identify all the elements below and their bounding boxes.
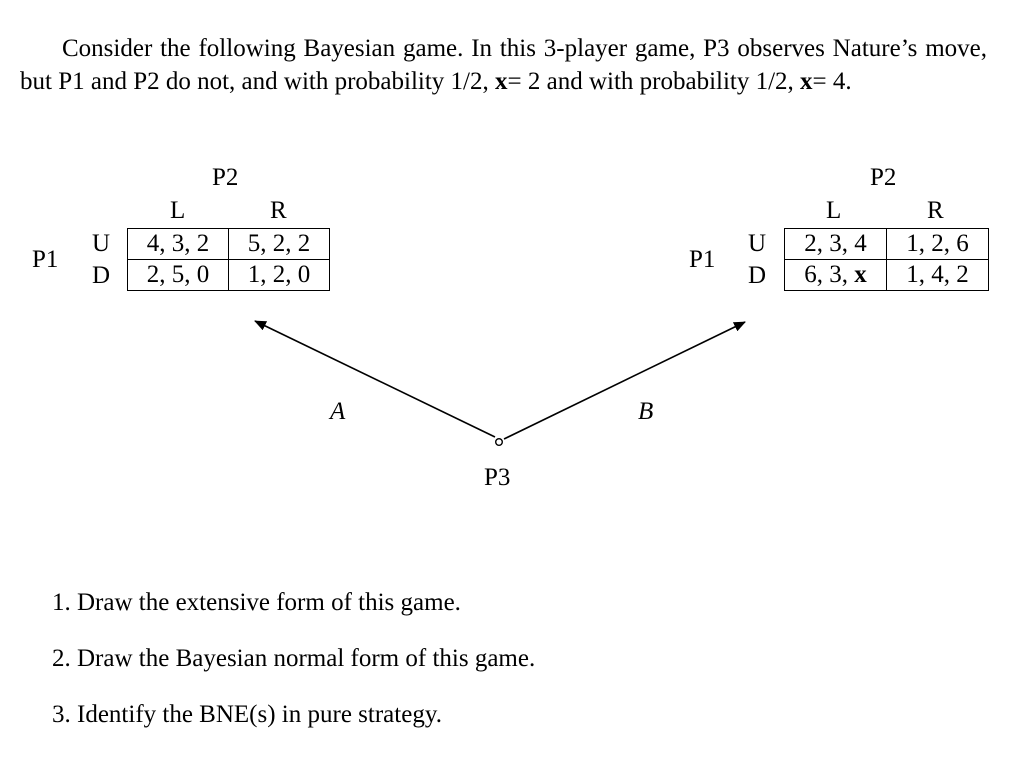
game-a-cell-ul: 4, 3, 2	[128, 229, 229, 260]
game-a-col-player: P2	[212, 164, 239, 191]
game-a-row-player: P1	[32, 246, 59, 273]
branch-a-label: A	[330, 398, 346, 425]
game-a-col-label-r: R	[270, 197, 287, 224]
intro-text-1: Consider the following Bayesian game. In this 3-player game, P3 observes Nature’s move, but P1 and P2 do not, and with probability 1/2,	[20, 35, 987, 95]
branch-a-arrow	[255, 321, 495, 437]
intro-variable-x-1: x	[495, 68, 508, 95]
branch-a-label-wrap	[330, 398, 345, 426]
question-list	[52, 588, 535, 756]
branch-b-label-wrap	[638, 398, 653, 426]
intro-text-3: = 4.	[812, 68, 852, 95]
question-item-2: 2. Draw the Bayesian normal form of this game.	[52, 645, 536, 672]
game-b-row-player: P1	[689, 246, 716, 273]
branch-b-label: B	[638, 398, 654, 425]
game-a-cell-dr: 1, 2, 0	[229, 260, 330, 291]
question-item-3: 3. Identify the BNE(s) in pure strategy.	[52, 701, 442, 728]
game-b-cell-dl-values: 6, 3,	[804, 261, 855, 288]
game-b-col-label-r: R	[927, 197, 944, 224]
game-b-cell-dr: 1, 4, 2	[887, 260, 989, 291]
branch-b-arrow	[504, 322, 745, 439]
game-b-row-label-d: D	[748, 262, 767, 289]
game-b-col-player: P2	[870, 164, 897, 191]
game-b-cell-ul: 2, 3, 4	[785, 229, 887, 260]
game-a-row-label-d: D	[92, 262, 111, 289]
game-b-cell-ur: 1, 2, 6	[887, 229, 989, 260]
intro-text-2: = 2 and with probability 1/2,	[507, 68, 801, 95]
game-a-col-label-l: L	[170, 197, 186, 224]
game-a-cell-dl: 2, 5, 0	[128, 260, 229, 291]
p3-decision-node	[496, 439, 503, 446]
game-a-cell-ur: 5, 2, 2	[229, 229, 330, 260]
question-item-1: 1. Draw the extensive form of this game.	[52, 589, 461, 616]
game-a-row-label-u: U	[92, 230, 111, 257]
root-player-label: P3	[484, 464, 511, 491]
game-b-cell-dl-variable-x: x	[854, 261, 867, 288]
game-b-row-label-u: U	[748, 230, 767, 257]
intro-variable-x-2: x	[800, 68, 813, 95]
game-b-col-label-l: L	[826, 197, 842, 224]
